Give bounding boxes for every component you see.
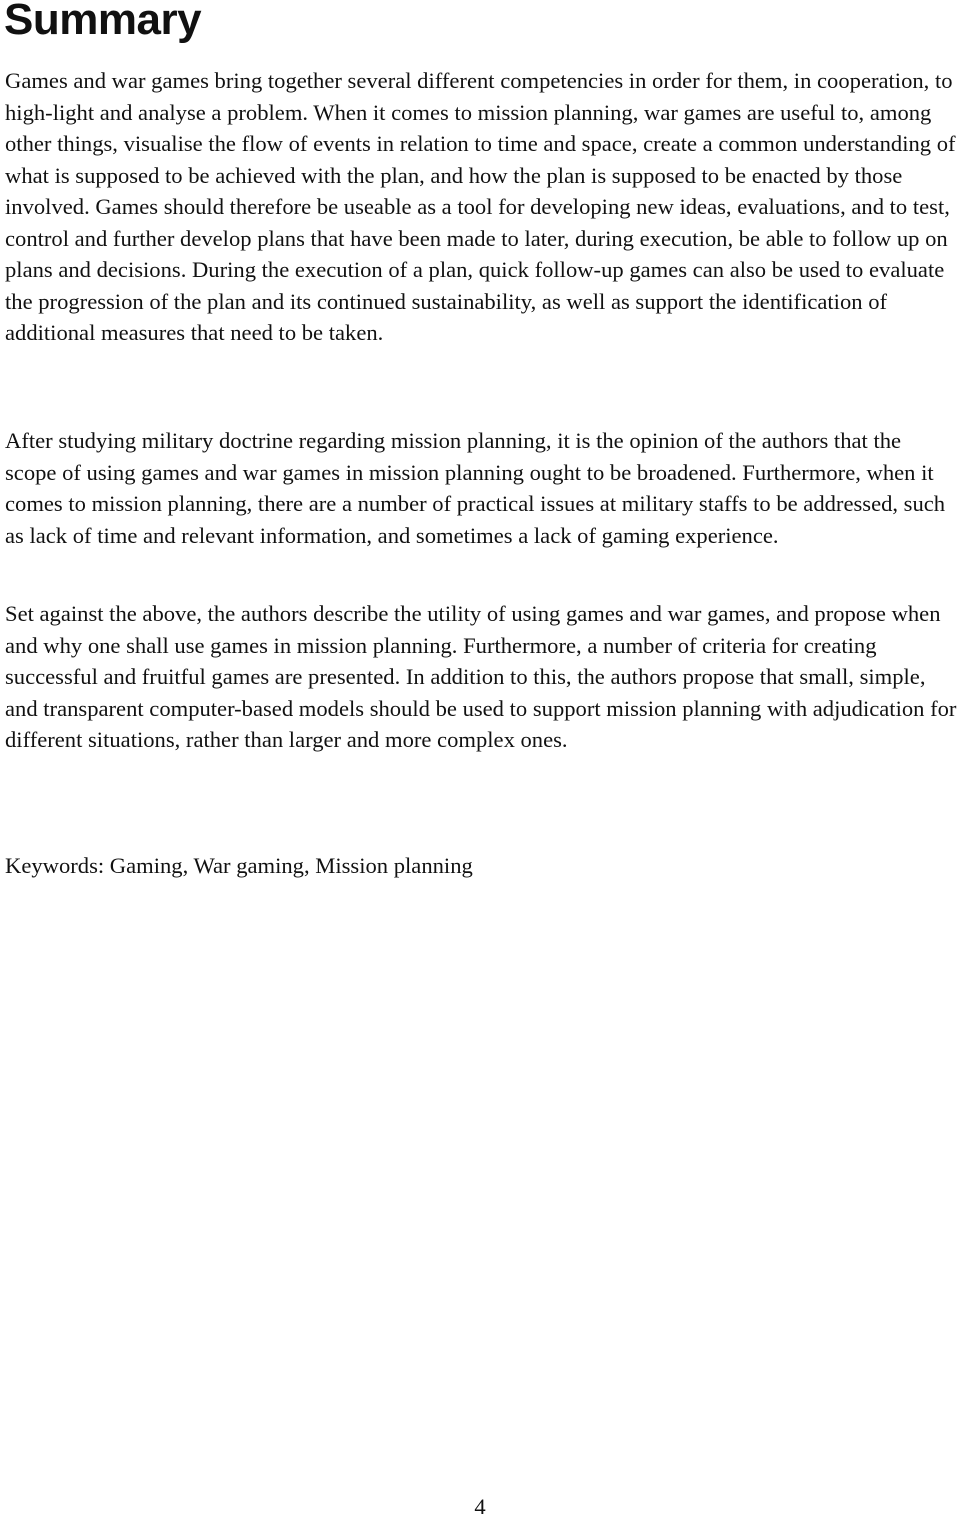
summary-paragraph-2: After studying military doctrine regarding mission planning, it is the opinion of the authors that the scope of using games and war games in mission planning ought to be broadened. Furthermore, when it comes to mission planning, there are a number of practical issues at military staffs to be addressed, such as lack of time and relevant information, and sometimes a lack of gaming experience. (5, 428, 946, 548)
summary-paragraph-3: Set against the above, the authors describe the utility of using games and war games, and propose when and why one shall use games in mission planning. Furthermore, a number of criteria for creating successful and fruitful games are presented. In addition to this, the authors propose that small, simple, and transparent computer-based models should be used to support mission planning with adjudication for different situations, rather than larger and more complex ones. (5, 601, 957, 752)
page-number: 4 (474, 1494, 486, 1519)
keywords-line: Keywords: Gaming, War gaming, Mission planning (5, 853, 473, 878)
summary-paragraph-1: Games and war games bring together several different competencies in order for them, in cooperation, to high-light and analyse a problem. When it comes to mission planning, war games are useful to, among other things, visualise the flow of events in relation to time and space, create a common understanding of what is supposed to be achieved with the plan, and how the plan is supposed to be enacted by those involved. Games should therefore be useable as a tool for developing new ideas, evaluations, and to test, control and further develop plans that have been made to later, during execution, be able to follow up on plans and decisions. During the execution of a plan, quick follow-up games can also be used to evaluate the progression of the plan and its continued sustainability, as well as support the identification of additional measures that need to be taken. (5, 68, 956, 345)
page-title: Summary (4, 0, 202, 44)
